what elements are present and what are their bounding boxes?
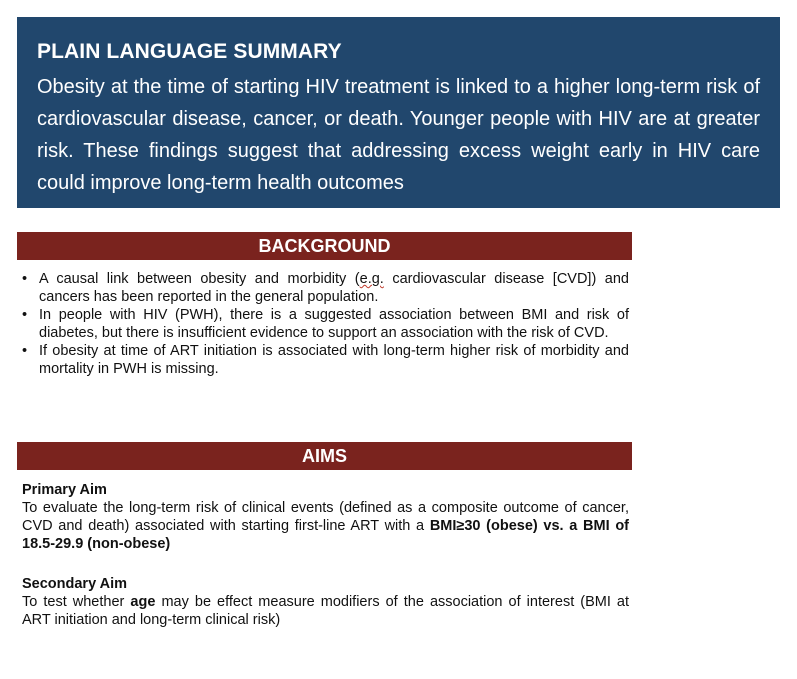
summary-text: Obesity at the time of starting HIV treatment is linked to a higher long-term risk of cardiovascular disease, cancer, or death. Younger people with HIV are at greater risk. These findings suggest that addressing excess weight early in HIV care could improve long-term health outcomes [37,76,760,194]
bullet-text: In people with HIV (PWH), there is a suggested association between BMI and risk of diabetes, but there is insufficient evidence to support an association with the risk of CVD. [39,307,629,341]
bullet-text-end: cardiovascular disease [CVD]) and cancers has been reported in the general population. [39,271,629,305]
secondary-aim-title: Secondary Aim [22,576,128,592]
spellcheck-marked-word: e.g. [359,271,384,287]
bullet-icon: • [22,307,28,323]
secondary-aim-text-after: may be effect measure modifiers of the association of interest (BMI at ART initiation and long-term clinical risk) [22,594,630,628]
background-list [17,270,629,378]
secondary-aim-text-before: To test whether [22,594,131,610]
primary-aim-text-bold: BMI≥30 (obese) vs. a BMI of 18.5-29.9 (non-obese) [22,518,629,552]
background-heading: BACKGROUND [17,232,632,260]
aims-content [22,481,629,629]
list-item [17,306,629,342]
primary-aim-title: Primary Aim [22,482,107,498]
bullet-icon: • [22,271,28,287]
aims-heading: AIMS [17,442,632,470]
list-item [17,342,629,378]
primary-aim-text [22,499,629,553]
list-item [17,270,629,306]
bullet-icon: • [22,343,28,359]
summary-title: PLAIN LANGUAGE SUMMARY [37,40,342,63]
plain-language-summary-box [17,17,780,208]
bullet-text: If obesity at time of ART initiation is associated with long-term higher risk of morbidity and mortality in PWH is missing. [39,343,629,377]
secondary-aim-text-bold: age [130,594,156,610]
secondary-aim-text [22,593,629,629]
spacer [22,553,629,575]
bullet-text-start: A causal link between obesity and morbidity ( [39,271,360,287]
primary-aim-text-plain: To evaluate the long-term risk of clinical events (defined as a composite outcome of cancer, CVD and death) associated with starting first-line ART with a [22,500,629,534]
